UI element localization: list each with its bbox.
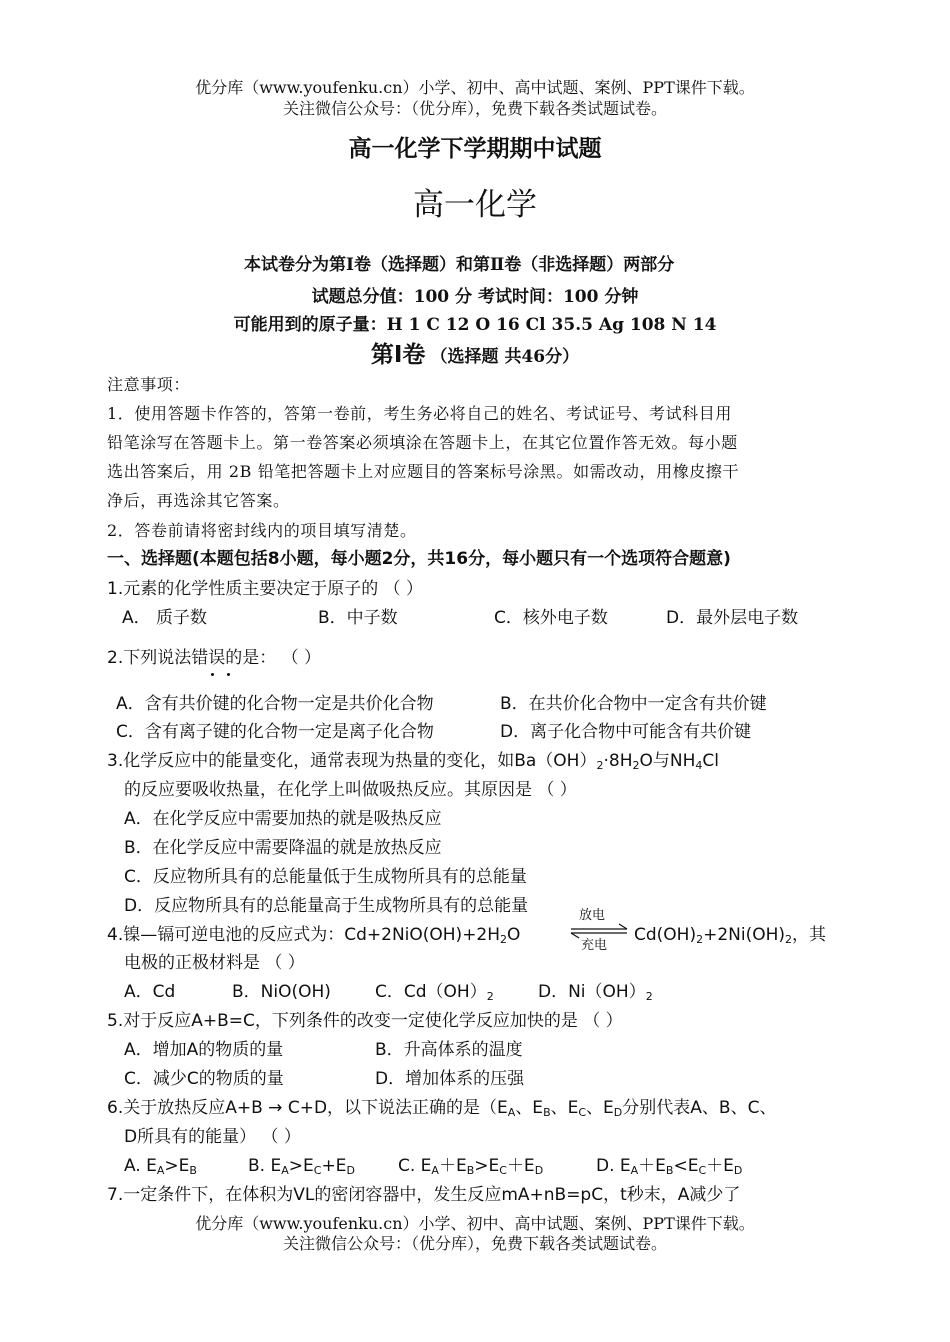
q5-option-c: C．减少C的物质的量: [124, 1069, 284, 1089]
q4-option-a: A．Cd: [124, 982, 176, 1002]
notes-line-1: 1．使用答题卡作答的，答第一卷前，考生务必将自己的姓名、考试证号、考试科目用: [107, 404, 732, 423]
q6-stem: 6.关于放热反应A+B → C+D，以下说法正确的是（$E_A$、$E_B$、$E_C$、$E_D$分别代表A、B、C、: [107, 1098, 777, 1119]
q4-stem-products: $Cd(OH)_2+2Ni(OH)_2$，其: [634, 925, 827, 946]
header-line-2: 关注微信公众号：（优分库），免费下载各类试题试卷。: [282, 99, 667, 118]
q1-option-d: D．最外层电子数: [666, 608, 799, 628]
q4-option-c: C．$Cd(OH)_2$: [375, 982, 494, 1003]
q2-stem: 2.下列说法错误的是： （ ）: [107, 648, 322, 668]
q7-stem: 7.一定条件下，在体积为VL的密闭容器中，发生反应mA+nB=pC，t秒末，A减少了: [107, 1185, 741, 1205]
q6-option-c: C. $E_A+E_B>E_C+E_D$: [398, 1156, 544, 1177]
q3-option-b: B．在化学反应中需要降温的就是放热反应: [124, 838, 442, 858]
q1-option-c: C．核外电子数: [494, 608, 608, 628]
q3-option-c: C．反应物所具有的总能量低于生成物所具有的总能量: [124, 867, 527, 887]
header-line-1: 优分库（www.youfenku.cn）小学、初中、高中试题、案例、PPT课件下载。: [195, 78, 755, 97]
q5-option-a: A．增加A的物质的量: [124, 1040, 284, 1060]
q2-option-b: B．在共价化合物中一定含有共价键: [500, 694, 767, 714]
q4-stem-line-2: 电极的正极材料是 （ ）: [124, 953, 305, 973]
q1-stem: 1.元素的化学性质主要决定于原子的 （ ）: [107, 579, 424, 599]
q3-option-a: A．在化学反应中需要加热的就是吸热反应: [124, 809, 442, 829]
q5-option-b: B．升高体系的温度: [375, 1040, 523, 1060]
emphasis-dot: [227, 673, 230, 676]
part1-title-sub: （选择题 共46分）: [430, 347, 580, 367]
q3-option-d: D．反应物所具有的总能量高于生成物所具有的总能量: [124, 896, 529, 916]
q6-option-a: A. $E_A>E_B$: [124, 1156, 197, 1177]
q4-option-d: D．$Ni(OH)_2$: [538, 982, 653, 1003]
part1-title-main: 第Ⅰ卷: [370, 342, 426, 368]
q4-stem: 4.镍—镉可逆电池的反应式为：$Cd+2NiO(OH)+2H_2O$: [107, 925, 521, 946]
page-title: 高一化学下学期期中试题: [348, 135, 602, 162]
q2-option-a: A．含有共价键的化合物一定是共价化合物: [116, 694, 434, 714]
footer-line-1: 优分库（www.youfenku.cn）小学、初中、高中试题、案例、PPT课件下载。: [195, 1214, 755, 1233]
arrow-right-icon: →: [268, 1098, 283, 1118]
q6-option-d: D. $E_A+E_B<E_C+E_D$: [596, 1156, 743, 1177]
intro-line-1: 本试卷分为第Ⅰ卷（选择题）和第Ⅱ卷（非选择题）两部分: [244, 255, 675, 275]
intro-line-2: 试题总分值：100 分 考试时间：100 分钟: [311, 287, 639, 307]
notes-line-3: 选出答案后，用 2B 铅笔把答题卡上对应题目的答案标号涂黑。如需改动，用橡皮擦干: [107, 462, 740, 481]
q2-option-d: D．离子化合物中可能含有共价键: [500, 722, 752, 742]
section-1-heading: 一、选择题(本题包括8小题，每小题2分，共16分，每小题只有一个选项符合题意): [107, 549, 731, 569]
q1-option-a: A． 质子数: [122, 608, 208, 628]
q1-option-b: B．中子数: [318, 608, 398, 628]
arrow-label-top: 放电: [579, 908, 606, 923]
q4-option-b: B．NiO(OH): [232, 982, 331, 1002]
notes-line-5: 2．答卷前请将密封线内的项目填写清楚。: [107, 521, 417, 540]
emphasis-dot: [211, 673, 214, 676]
q2-option-c: C．含有离子键的化合物一定是离子化合物: [116, 722, 434, 742]
notes-line-4: 净后，再选涂其它答案。: [107, 491, 290, 510]
q5-stem: 5.对于反应A+B=C，下列条件的改变一定使化学反应加快的是 （ ）: [107, 1011, 623, 1031]
notes-line-2: 铅笔涂写在答题卡上。第一卷答案必须填涂在答题卡上，在其它位置作答无效。每小题: [107, 433, 738, 452]
footer-line-2: 关注微信公众号：（优分库），免费下载各类试题试卷。: [282, 1234, 667, 1253]
part1-title: [0, 340, 950, 372]
q3-stem-line-2: 的反应要吸收热量，在化学上叫做吸热反应。其原因是 （ ）: [124, 780, 577, 800]
q5-option-d: D．增加体系的压强: [375, 1069, 525, 1089]
q6-option-b: B. $E_A>E_C+E_D$: [248, 1156, 355, 1177]
reversible-arrow: [567, 908, 631, 954]
arrow-label-bottom: 充电: [581, 938, 608, 953]
q6-stem-line-2: D所具有的能量） （ ）: [124, 1127, 301, 1147]
page-subtitle: 高一化学: [413, 187, 537, 223]
notes-heading: 注意事项：: [107, 375, 191, 394]
q3-stem: 3.化学反应中的能量变化，通常表现为热量的变化，如$Ba(OH)_2\cdot 8H_2O$与$NH_4Cl$: [107, 751, 719, 772]
intro-line-3: 可能用到的原子量：H 1 C 12 O 16 Cl 35.5 Ag 108 N 14: [233, 315, 717, 335]
